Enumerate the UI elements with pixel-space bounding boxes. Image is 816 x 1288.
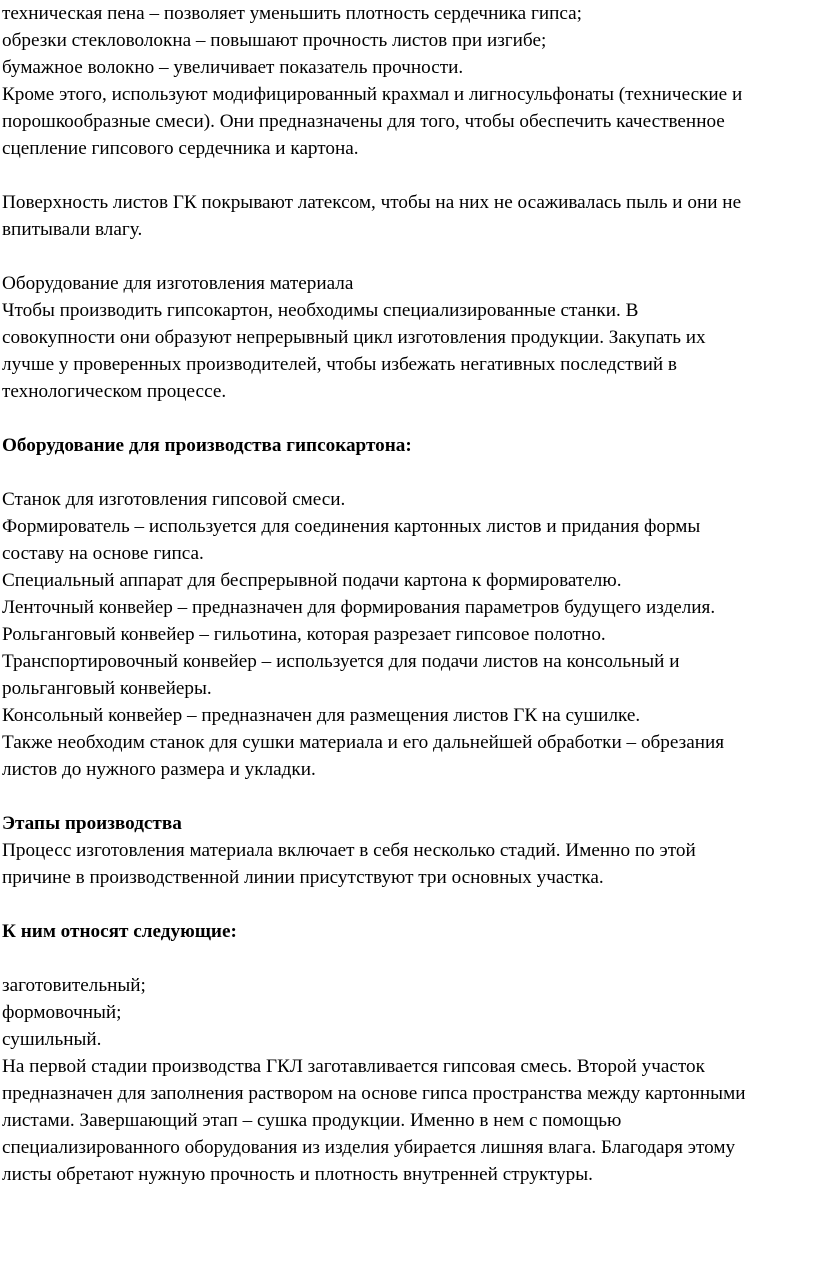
paragraph-equipment-intro	[2, 270, 814, 405]
text-line: впитывали влагу.	[2, 219, 143, 240]
paragraph-gap	[2, 162, 814, 189]
text-line: лучше у проверенных производителей, чтобы избежать негативных последствий в	[2, 354, 677, 375]
text-line: специализированного оборудования из изделия убирается лишняя влага. Благодаря этому	[2, 1137, 736, 1158]
list-item: Рольганговый конвейер – гильотина, которая разрезает гипсовое полотно.	[2, 624, 606, 645]
text-line: листы обретают нужную прочность и плотность внутренней структуры.	[2, 1164, 593, 1185]
list-item: Станок для изготовления гипсовой смеси.	[2, 489, 346, 510]
document-page	[2, 0, 814, 1188]
list-item: Транспортировочный конвейер – используется для подачи листов на консольный и	[2, 651, 680, 672]
sections-list	[2, 972, 814, 1188]
paragraph-gap	[2, 459, 814, 486]
text-line: Процесс изготовления материала включает в себя несколько стадий. Именно по этой	[2, 840, 696, 861]
equipment-list	[2, 486, 814, 783]
list-item: Консольный конвейер – предназначен для размещения листов ГК на сушилке.	[2, 705, 641, 726]
paragraph-stages	[2, 837, 814, 891]
text-line: Оборудование для изготовления материала	[2, 273, 354, 294]
text-line: обрезки стекловолокна – повышают прочность листов при изгибе;	[2, 30, 547, 51]
heading-equipment: Оборудование для производства гипсокартона:	[2, 435, 412, 456]
list-item: заготовительный;	[2, 975, 146, 996]
list-item: Ленточный конвейер – предназначен для формирования параметров будущего изделия.	[2, 597, 716, 618]
text-line: На первой стадии производства ГКЛ заготавливается гипсовая смесь. Второй участок	[2, 1056, 705, 1077]
text-line: сцепление гипсового сердечника и картона.	[2, 138, 359, 159]
text-line: Чтобы производить гипсокартон, необходимы специализированные станки. В	[2, 300, 639, 321]
list-item: сушильный.	[2, 1029, 102, 1050]
paragraph-gap	[2, 783, 814, 810]
text-line: листами. Завершающий этап – сушка продукции. Именно в нем с помощью	[2, 1110, 622, 1131]
text-line: Поверхность листов ГК покрывают латексом, чтобы на них не осаживалась пыль и они не	[2, 192, 742, 213]
text-line: бумажное волокно – увеличивает показатель прочности.	[2, 57, 464, 78]
heading-sections: К ним относят следующие:	[2, 921, 237, 942]
list-item: Специальный аппарат для беспрерывной подачи картона к формирователю.	[2, 570, 622, 591]
paragraph-gap	[2, 405, 814, 432]
list-item: листов до нужного размера и укладки.	[2, 759, 316, 780]
text-line: предназначен для заполнения раствором на основе гипса пространства между картонными	[2, 1083, 746, 1104]
list-item: составу на основе гипса.	[2, 543, 204, 564]
paragraph-gap	[2, 243, 814, 270]
paragraph-additives	[2, 0, 814, 162]
paragraph-gap	[2, 945, 814, 972]
text-line: совокупности они образуют непрерывный цикл изготовления продукции. Закупать их	[2, 327, 706, 348]
list-item: Также необходим станок для сушки материала и его дальнейшей обработки – обрезания	[2, 732, 725, 753]
heading-stages: Этапы производства	[2, 813, 182, 834]
paragraph-gap	[2, 891, 814, 918]
text-line: технологическом процессе.	[2, 381, 227, 402]
text-line: причине в производственной линии присутствуют три основных участка.	[2, 867, 604, 888]
text-line: порошкообразные смеси). Они предназначены для того, чтобы обеспечить качественное	[2, 111, 725, 132]
list-item: формовочный;	[2, 1002, 122, 1023]
list-item: Формирователь – используется для соединения картонных листов и придания формы	[2, 516, 701, 537]
text-line: техническая пена – позволяет уменьшить плотность сердечника гипса;	[2, 3, 582, 24]
text-line: Кроме этого, используют модифицированный крахмал и лигносульфонаты (технические и	[2, 84, 743, 105]
paragraph-latex	[2, 189, 814, 243]
list-item: рольганговый конвейеры.	[2, 678, 212, 699]
